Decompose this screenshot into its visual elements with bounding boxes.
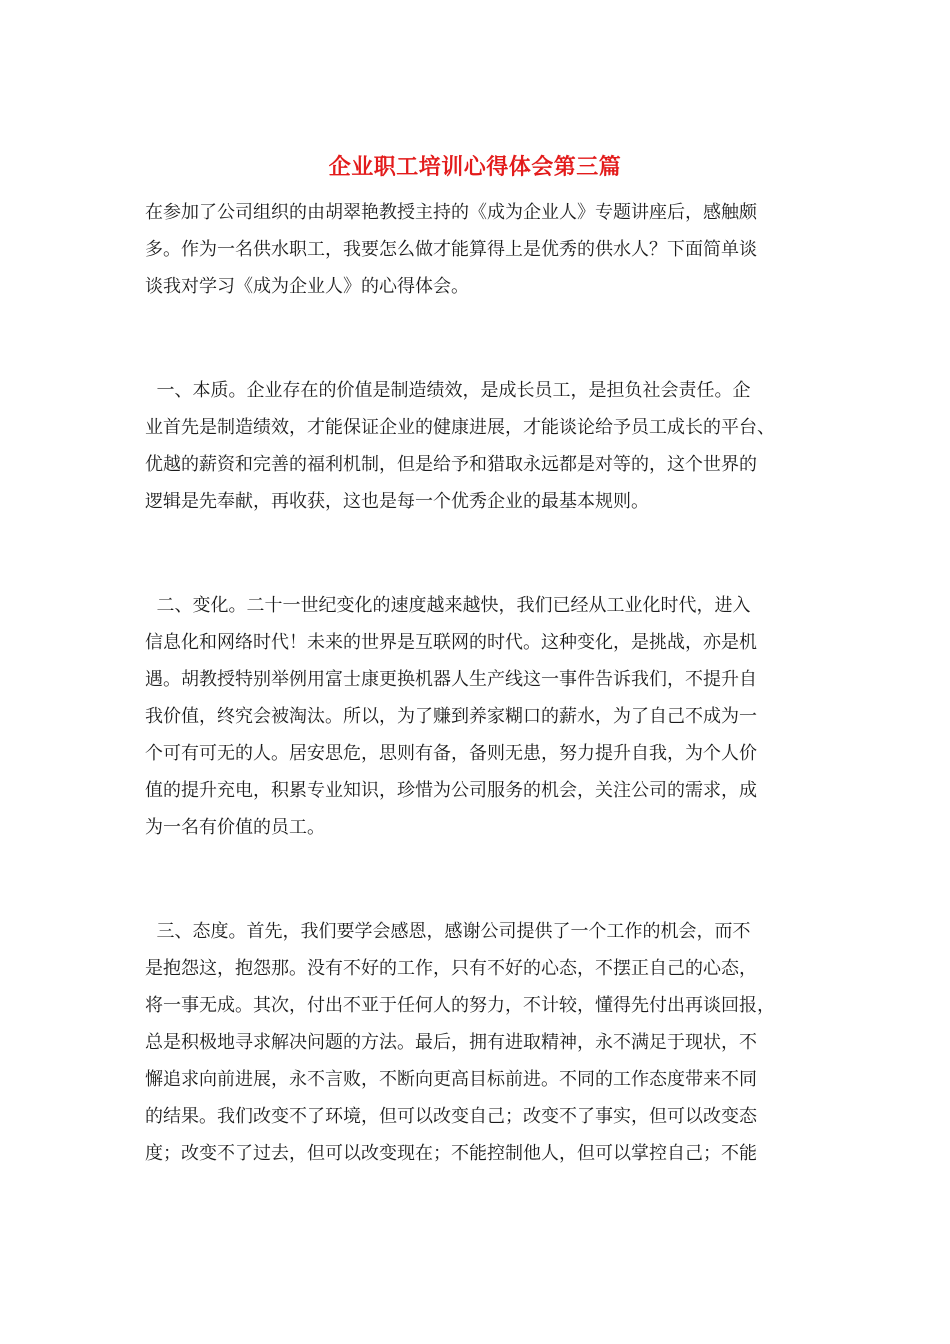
paragraph-line: 我价值，终究会被淘汰。所以，为了赚到养家糊口的薪水，为了自己不成为一	[145, 706, 757, 727]
paragraph-line: 为一名有价值的员工。	[145, 817, 325, 838]
paragraph-line: 三、态度。首先，我们要学会感恩，感谢公司提供了一个工作的机会，而不	[145, 921, 751, 942]
paragraph-line: 总是积极地寻求解决问题的方法。最后，拥有进取精神，永不满足于现状，不	[145, 1032, 757, 1053]
paragraph-line: 在参加了公司组织的由胡翠艳教授主持的《成为企业人》专题讲座后，感触颇	[145, 202, 757, 223]
paragraph-line: 个可有可无的人。居安思危，思则有备，备则无患，努力提升自我，为个人价	[145, 743, 757, 764]
intro-paragraph	[145, 194, 805, 305]
paragraph-line: 是抱怨这，抱怨那。没有不好的工作，只有不好的心态，不摆正自己的心态，	[145, 958, 757, 979]
paragraph-line: 值的提升充电，积累专业知识，珍惜为公司服务的机会，关注公司的需求，成	[145, 780, 757, 801]
paragraph-line: 一、本质。企业存在的价值是制造绩效，是成长员工，是担负社会责任。企	[145, 380, 751, 401]
paragraph-line: 业首先是制造绩效，才能保证企业的健康进展，才能谈论给予员工成长的平台、	[145, 417, 775, 438]
paragraph-line: 谈我对学习《成为企业人》的心得体会。	[145, 276, 469, 297]
paragraph-line: 逻辑是先奉献，再收获，这也是每一个优秀企业的最基本规则。	[145, 491, 649, 512]
paragraph-line: 将一事无成。其次，付出不亚于任何人的努力，不计较，懂得先付出再谈回报，	[145, 995, 775, 1016]
paragraph-line: 懈追求向前进展，永不言败，不断向更高目标前进。不同的工作态度带来不同	[145, 1069, 757, 1090]
section-1-paragraph	[145, 372, 805, 520]
paragraph-line: 的结果。我们改变不了环境，但可以改变自己；改变不了事实，但可以改变态	[145, 1106, 757, 1127]
paragraph-line: 优越的薪资和完善的福利机制，但是给予和猎取永远都是对等的，这个世界的	[145, 454, 757, 475]
paragraph-line: 度；改变不了过去，但可以改变现在；不能控制他人，但可以掌控自己；不能	[145, 1143, 757, 1164]
document-title: 企业职工培训心得体会第三篇	[328, 154, 622, 180]
section-2-paragraph	[145, 587, 805, 846]
paragraph-line: 二、变化。二十一世纪变化的速度越来越快，我们已经从工业化时代，进入	[145, 595, 751, 616]
paragraph-line: 信息化和网络时代！未来的世界是互联网的时代。这种变化，是挑战，亦是机	[145, 632, 757, 653]
section-3-paragraph	[145, 913, 805, 1172]
paragraph-line: 遇。胡教授特别举例用富士康更换机器人生产线这一事件告诉我们，不提升自	[145, 669, 757, 690]
paragraph-line: 多。作为一名供水职工，我要怎么做才能算得上是优秀的供水人？下面简单谈	[145, 239, 757, 260]
